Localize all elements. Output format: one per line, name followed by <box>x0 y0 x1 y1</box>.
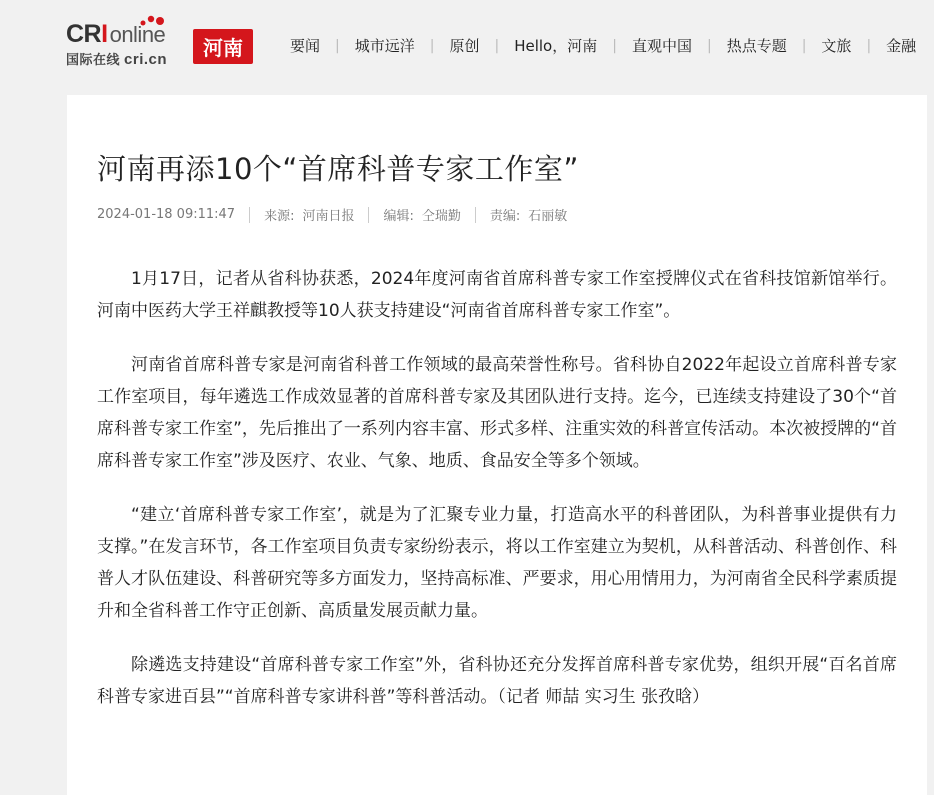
article-title: 河南再添10个“首席科普专家工作室” <box>97 152 579 186</box>
nav-item-hello-henan[interactable]: Hello，河南 <box>514 37 598 55</box>
logo-wordmark: CRIonline <box>66 20 166 48</box>
editor-value: 仝瑞勤 <box>421 209 461 224</box>
article-paragraph: “建立‘首席科普专家工作室’，就是为了汇聚专业力量，打造高水平的科普团队，为科普事业提供有力支撑。”在发言环节，各工作室项目负责专家纷纷表示，将以工作室建立为契机，从科普活动、科普创作、科普人才队伍建设、科普研究等多方面发力，坚持高标准、严要求，用心用情用力，为河南省全民科学素质提升和全省科普工作守正创新、高质量发展贡献力量。 <box>97 505 897 621</box>
nav-item-culture-travel[interactable]: 文旅 <box>821 37 852 55</box>
article-meta <box>97 205 567 224</box>
article-paragraph: 1月17日，记者从省科协获悉，2024年度河南省首席科普专家工作室授牌仪式在省科技馆新馆举行。河南中医药大学王祥麒教授等10人获支持建设“河南省首席科普专家工作室”。 <box>97 269 897 321</box>
publish-datetime: 2024-01-18 09:11:47 <box>97 207 236 222</box>
article-paragraph: 河南省首席科普专家是河南省科普工作领域的最高荣誉性称号。省科协自2022年起设立首席科普专家工作室项目，每年遴选工作成效显著的首席科普专家及其团队进行支持。迄今，已连续支持建设了30个“首席科普专家工作室”，先后推出了一系列内容丰富、形式多样、注重实效的科普宣传活动。本次被授牌的“首席科普专家工作室”涉及医疗、农业、气象、地质、食品安全等多个领域。 <box>97 355 897 471</box>
logo-subtitle: 国际在线 cri.cn <box>66 51 168 68</box>
main-nav <box>290 35 916 56</box>
nav-item-finance[interactable]: 金融 <box>886 37 917 55</box>
nav-divider: | <box>494 37 500 54</box>
article-card <box>67 95 927 795</box>
article-paragraph: 除遴选支持建设“首席科普专家工作室”外，省科协还充分发挥首席科普专家优势，组织开展“百名首席科普专家进百县”“首席科普专家讲科普”等科普活动。（记者 师喆 实习生 张孜晗） <box>97 655 897 707</box>
chief-editor-value: 石丽敏 <box>528 209 568 224</box>
region-badge[interactable]: 河南 <box>193 29 253 64</box>
meta-divider <box>249 207 250 223</box>
editor-label: 编辑: <box>383 209 414 224</box>
article-body <box>97 263 897 735</box>
nav-item-topics[interactable]: 热点专题 <box>726 37 787 55</box>
nav-divider: | <box>612 37 617 54</box>
site-header <box>0 0 934 92</box>
nav-item-china-view[interactable]: 直观中国 <box>631 37 692 55</box>
nav-divider: | <box>866 37 872 54</box>
nav-divider: | <box>335 37 340 54</box>
nav-item-original[interactable]: 原创 <box>449 37 480 55</box>
source-value: 河南日报 <box>302 209 355 224</box>
meta-divider <box>368 207 369 223</box>
source-label: 来源: <box>264 209 295 224</box>
chief-editor-label: 责编: <box>489 209 521 224</box>
nav-divider: | <box>429 37 435 54</box>
nav-divider: | <box>706 37 712 54</box>
nav-item-news[interactable]: 要闻 <box>290 37 321 55</box>
meta-divider <box>475 207 476 223</box>
nav-item-city[interactable]: 城市远洋 <box>354 37 415 55</box>
nav-divider: | <box>801 37 807 54</box>
